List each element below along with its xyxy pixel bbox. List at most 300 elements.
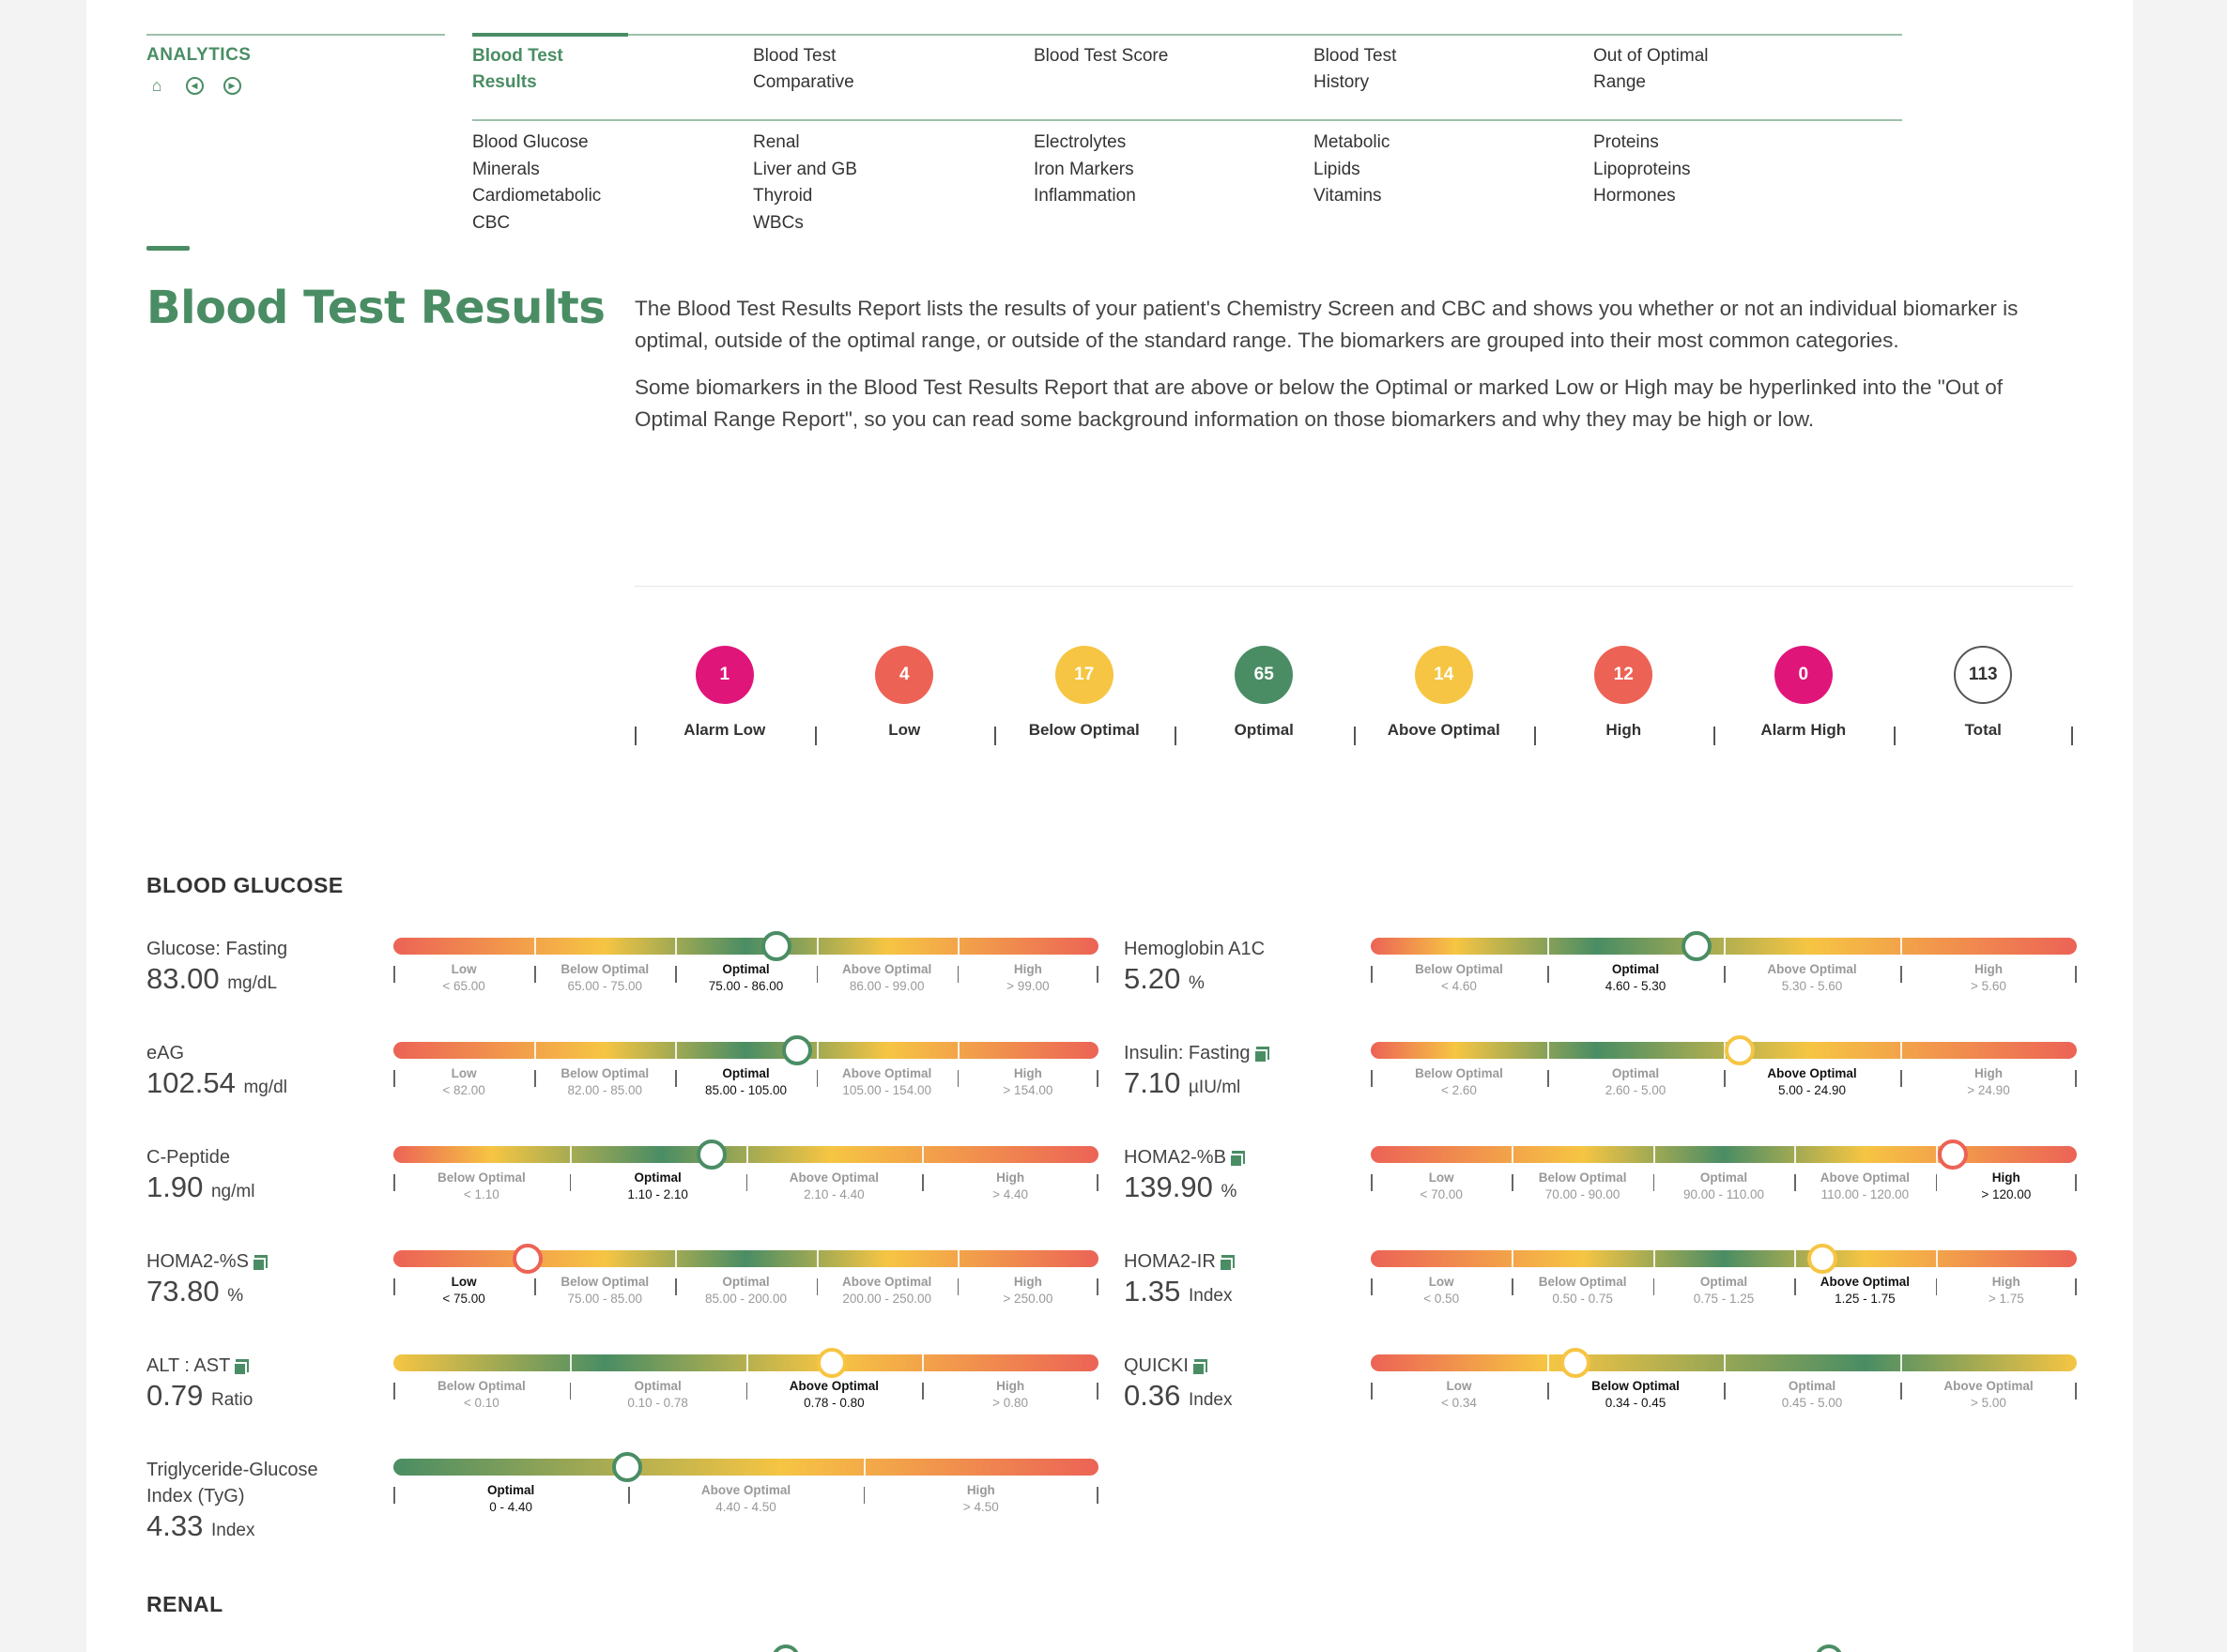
- range-divider: [1547, 938, 1549, 955]
- tab-0[interactable]: Blood Test Results: [472, 46, 563, 92]
- range-label: Optimal: [1699, 1170, 1748, 1185]
- range-values: < 82.00: [442, 1083, 485, 1097]
- title-accent-bar: [146, 246, 190, 251]
- range-values: 200.00 - 250.00: [842, 1292, 931, 1306]
- subcat-link[interactable]: Iron Markers: [1034, 159, 1134, 179]
- value-marker[interactable]: [761, 931, 791, 961]
- range-tick: [534, 966, 536, 983]
- biomarker-value: [146, 1509, 318, 1548]
- tab-3[interactable]: Blood Test History: [1313, 46, 1397, 92]
- range-label: Optimal: [722, 1066, 770, 1080]
- range-divider: [1724, 938, 1726, 955]
- external-link-icon[interactable]: [1221, 1255, 1235, 1268]
- range-tick: [1936, 1174, 1938, 1191]
- biomarker-value: [146, 1066, 287, 1105]
- range-cell: [1371, 1275, 1512, 1306]
- range-values: < 70.00: [1420, 1187, 1463, 1201]
- biomarker-name-text: Glucose: Fasting: [146, 939, 288, 959]
- range-divider: [1547, 1042, 1549, 1059]
- range-cell: [1512, 1170, 1652, 1201]
- range-label: Below Optimal: [561, 1275, 650, 1289]
- stat-alarm-high[interactable]: [1713, 646, 1894, 740]
- biomarker-name[interactable]: [1124, 1144, 1245, 1170]
- range-divider: [1547, 1354, 1549, 1371]
- range-cell: [393, 1379, 570, 1410]
- range-tick: [570, 1174, 572, 1191]
- range-bar: [1371, 1146, 2077, 1201]
- range-label: High: [1013, 1066, 1042, 1080]
- range-cell: [746, 1379, 923, 1410]
- biomarker-value-number: 102.54: [146, 1066, 236, 1099]
- value-marker[interactable]: [513, 1244, 543, 1274]
- range-tick: [1547, 966, 1549, 983]
- range-values: > 0.80: [992, 1396, 1029, 1410]
- range-divider: [1724, 1354, 1726, 1371]
- subcat-link[interactable]: CBC: [472, 212, 511, 233]
- intro-divider: [635, 586, 2073, 587]
- range-bar: [393, 938, 1098, 993]
- range-tick: [2075, 1278, 2077, 1295]
- range-cell: [1547, 1066, 1724, 1097]
- stat-label: Low: [888, 721, 921, 739]
- range-tick: [1794, 1174, 1796, 1191]
- range-values: 75.00 - 85.00: [567, 1292, 643, 1306]
- range-tick: [393, 1070, 395, 1087]
- range-tick: [817, 1070, 819, 1087]
- range-values: > 4.40: [992, 1187, 1029, 1201]
- range-values: < 1.10: [463, 1187, 499, 1201]
- range-label: Below Optimal: [561, 1066, 650, 1080]
- range-divider: [1653, 1250, 1655, 1267]
- stat-label: High: [1605, 721, 1642, 739]
- range-tick: [958, 966, 960, 983]
- range-label: Above Optimal: [789, 1379, 879, 1393]
- range-divider: [534, 1042, 536, 1059]
- biomarker-homa2-b: [1124, 1144, 1245, 1209]
- range-scale: [393, 1170, 1098, 1227]
- range-cell: [1724, 962, 1900, 993]
- external-link-icon[interactable]: [254, 1255, 268, 1268]
- range-label: Above Optimal: [1820, 1275, 1911, 1289]
- range-label: Above Optimal: [789, 1170, 879, 1185]
- value-marker[interactable]: [1725, 1035, 1755, 1065]
- subcat-link[interactable]: Electrolytes: [1034, 132, 1127, 152]
- nav-icons: [146, 75, 242, 96]
- range-tick: [534, 1070, 536, 1087]
- subcats-rule: [472, 119, 1902, 121]
- range-divider: [570, 1146, 572, 1163]
- range-values: 90.00 - 110.00: [1682, 1187, 1765, 1201]
- biomarker-hemoglobin-a1c: [1124, 936, 1265, 1001]
- range-cell: [922, 1379, 1098, 1410]
- range-tick: [1097, 1070, 1098, 1087]
- biomarker-value: [146, 1170, 254, 1209]
- stat-label: Above Optimal: [1387, 721, 1500, 739]
- range-cell: [864, 1483, 1098, 1514]
- biomarker-name: [146, 1040, 287, 1066]
- range-bar: [393, 1146, 1098, 1201]
- biomarker-name[interactable]: [1124, 1040, 1269, 1066]
- range-values: 4.60 - 5.30: [1605, 979, 1666, 993]
- subcat-link[interactable]: Renal: [753, 132, 800, 152]
- subcat-link[interactable]: WBCs: [753, 212, 804, 233]
- range-values: 86.00 - 99.00: [849, 979, 925, 993]
- range-label: Below Optimal: [1591, 1379, 1680, 1393]
- tab-1[interactable]: Blood Test Comparative: [753, 46, 854, 92]
- range-values: 1.25 - 1.75: [1835, 1292, 1896, 1306]
- range-label: Above Optimal: [1943, 1379, 2034, 1393]
- range-values: 0.78 - 0.80: [804, 1396, 865, 1410]
- range-cell: [534, 1066, 675, 1097]
- range-tick: [1900, 966, 1902, 983]
- biomarker-value: [146, 1379, 253, 1417]
- stat-separator: [1713, 727, 1715, 745]
- range-label: Below Optimal: [1415, 1066, 1503, 1080]
- biomarker-name: [146, 1144, 254, 1170]
- stat-separator: [2071, 727, 2073, 745]
- range-cell: [1900, 1379, 2077, 1410]
- range-tick: [1097, 1383, 1098, 1400]
- range-tick: [746, 1383, 748, 1400]
- range-tick: [2075, 1174, 2077, 1191]
- range-values: 110.00 - 120.00: [1820, 1187, 1910, 1201]
- range-label: Optimal: [634, 1170, 682, 1185]
- range-label: Below Optimal: [1415, 962, 1503, 976]
- range-bar: [1371, 1042, 2077, 1097]
- range-values: 1.10 - 2.10: [627, 1187, 688, 1201]
- biomarker-value-number: 0.79: [146, 1379, 204, 1412]
- stat-optimal[interactable]: [1175, 646, 1355, 740]
- value-marker[interactable]: [1807, 1244, 1837, 1274]
- range-label: Above Optimal: [1820, 1170, 1911, 1185]
- range-values: 5.30 - 5.60: [1781, 979, 1843, 993]
- range-tick: [1371, 1070, 1373, 1087]
- home-icon[interactable]: ⌂: [151, 75, 162, 95]
- active-tab-indicator: [472, 33, 628, 37]
- range-tick: [1900, 1070, 1902, 1087]
- biomarker-name-text: Triglyceride-Glucose Index (TyG): [146, 1460, 318, 1507]
- stat-count-badge: 12: [1594, 646, 1652, 704]
- range-divider: [1936, 1250, 1938, 1267]
- range-tick: [1512, 1278, 1513, 1295]
- range-values: 85.00 - 105.00: [704, 1083, 788, 1097]
- stat-count-badge: 17: [1055, 646, 1114, 704]
- range-tick: [1097, 1174, 1098, 1191]
- range-bar: [393, 1042, 1098, 1097]
- tab-2[interactable]: Blood Test Score: [1034, 46, 1169, 66]
- external-link-icon[interactable]: [1232, 1151, 1245, 1164]
- stat-separator: [1354, 727, 1356, 745]
- range-tick: [1371, 1174, 1373, 1191]
- biomarker-value-number: 7.10: [1124, 1066, 1181, 1099]
- stat-count-badge: 14: [1415, 646, 1473, 704]
- range-label: Optimal: [1611, 962, 1660, 976]
- biomarker-homa2-s: [146, 1248, 268, 1313]
- subcat-link[interactable]: Liver and GB: [753, 159, 857, 179]
- stat-above-optimal[interactable]: [1354, 646, 1534, 740]
- range-label: High: [1974, 1066, 2003, 1080]
- biomarker-name: [1124, 936, 1265, 962]
- range-divider: [958, 1042, 960, 1059]
- external-link-icon[interactable]: [1256, 1047, 1269, 1060]
- biomarker-value-number: 1.35: [1124, 1275, 1181, 1308]
- range-divider: [1794, 1146, 1796, 1163]
- subcat-link[interactable]: Metabolic: [1313, 132, 1390, 152]
- range-scale: [393, 1066, 1098, 1123]
- range-tick: [864, 1487, 866, 1504]
- range-label: Low: [451, 1066, 477, 1080]
- stat-below-optimal[interactable]: [994, 646, 1175, 740]
- range-divider: [1900, 938, 1902, 955]
- range-label: Above Optimal: [1767, 1066, 1857, 1080]
- range-tick: [393, 1278, 395, 1295]
- range-scale: [1371, 1170, 2077, 1227]
- subcat-link[interactable]: Vitamins: [1313, 186, 1382, 206]
- range-values: > 5.00: [1971, 1396, 2006, 1410]
- stat-low[interactable]: [815, 646, 995, 740]
- biomarker-value-number: 139.90: [1124, 1170, 1213, 1203]
- range-cell: [958, 962, 1098, 993]
- range-tick: [1724, 1383, 1726, 1400]
- range-cell: [1371, 1170, 1512, 1201]
- range-cell: [958, 1066, 1098, 1097]
- range-values: 4.40 - 4.50: [715, 1500, 776, 1514]
- range-tick: [534, 1278, 536, 1295]
- range-cell: [817, 1275, 958, 1306]
- intro-paragraph-1: The Blood Test Results Report lists the results of your patient's Chemistry Screen and CBC and shows you whether or not an individual biomarker is optimal, outside of the optimal range, or outside of the standard range. The biomarkers are grouped into their most common categories.: [635, 297, 2019, 352]
- subcat-link[interactable]: Thyroid: [753, 186, 813, 206]
- stat-separator: [1894, 727, 1896, 745]
- range-divider: [1653, 1146, 1655, 1163]
- biomarker-unit: Ratio: [210, 1390, 253, 1410]
- range-label: Low: [1446, 1379, 1472, 1393]
- range-cell: [1547, 1379, 1724, 1410]
- range-values: < 0.50: [1423, 1292, 1460, 1306]
- stat-label: Total: [1964, 721, 2002, 739]
- biomarker-unit: Index: [210, 1521, 255, 1540]
- subcat-link[interactable]: Hormones: [1593, 186, 1676, 206]
- value-marker[interactable]: [612, 1452, 642, 1482]
- stat-total[interactable]: [1894, 646, 2074, 740]
- subcat-link[interactable]: Cardiometabolic: [472, 186, 602, 206]
- stat-label: Alarm Low: [683, 721, 766, 739]
- range-label: Low: [451, 962, 477, 976]
- range-cell: [534, 1275, 675, 1306]
- range-cell: [393, 1483, 628, 1514]
- report-page: [86, 0, 2133, 1652]
- value-marker[interactable]: [1682, 931, 1712, 961]
- forward-icon[interactable]: ▶: [222, 75, 242, 96]
- subcat-column: [1313, 130, 1558, 210]
- range-cell: [1724, 1066, 1900, 1097]
- renal-knob-partial-right: [1815, 1644, 1843, 1652]
- stat-count-badge: 4: [875, 646, 933, 704]
- subcat-link[interactable]: Blood Glucose: [472, 132, 589, 152]
- range-tick: [393, 1487, 395, 1504]
- subcat-link[interactable]: Proteins: [1593, 132, 1659, 152]
- range-tick: [958, 1070, 960, 1087]
- biomarker-name-text: HOMA2-IR: [1124, 1251, 1216, 1272]
- range-values: > 24.90: [1967, 1083, 2010, 1097]
- range-tick: [393, 966, 395, 983]
- analytics-label: ANALYTICS: [146, 45, 252, 65]
- value-marker[interactable]: [817, 1348, 847, 1378]
- range-label: Above Optimal: [700, 1483, 791, 1497]
- range-cell: [393, 1170, 570, 1201]
- biomarker-c-peptide: [146, 1144, 254, 1209]
- range-bar: [1371, 1250, 2077, 1306]
- range-scale: [393, 1483, 1098, 1539]
- range-label: Above Optimal: [1767, 962, 1857, 976]
- range-label: Above Optimal: [842, 1275, 932, 1289]
- range-cell: [1547, 962, 1724, 993]
- range-divider: [534, 938, 536, 955]
- range-cell: [958, 1275, 1098, 1306]
- biomarker-name-text: eAG: [146, 1043, 185, 1063]
- biomarker-value: [146, 1275, 268, 1313]
- range-divider: [817, 1250, 819, 1267]
- stat-label: Below Optimal: [1028, 721, 1140, 739]
- range-label: Low: [451, 1275, 477, 1289]
- biomarker-unit: mg/dL: [227, 973, 278, 993]
- range-tick: [1724, 1070, 1726, 1087]
- value-marker[interactable]: [1938, 1140, 1968, 1170]
- range-label: Below Optimal: [437, 1379, 526, 1393]
- value-marker[interactable]: [782, 1035, 812, 1065]
- biomarker-alt-ast: [146, 1353, 253, 1417]
- stat-count-badge: 113: [1954, 646, 2012, 704]
- range-tick: [922, 1174, 924, 1191]
- stat-separator: [815, 727, 817, 745]
- range-scale: [1371, 1275, 2077, 1331]
- biomarker-name[interactable]: [1124, 1353, 1232, 1379]
- range-tick: [1653, 1278, 1655, 1295]
- biomarker-name[interactable]: [146, 1353, 253, 1379]
- range-tick: [1900, 1383, 1902, 1400]
- renal-knob-partial: [772, 1644, 800, 1652]
- stat-label: Alarm High: [1760, 721, 1847, 739]
- stat-label: Optimal: [1234, 721, 1294, 739]
- biomarker-value: [1124, 1170, 1245, 1209]
- subcat-link[interactable]: Lipoproteins: [1593, 159, 1691, 179]
- section-title-renal: RENAL: [146, 1592, 223, 1616]
- range-values: < 2.60: [1441, 1083, 1477, 1097]
- range-cell: [675, 1275, 816, 1306]
- range-tick: [1097, 966, 1098, 983]
- biomarker-value: [1124, 1275, 1235, 1313]
- range-cell: [922, 1170, 1098, 1201]
- subcat-link[interactable]: Minerals: [472, 159, 540, 179]
- range-values: 0.75 - 1.25: [1693, 1292, 1755, 1306]
- range-cell: [1371, 1379, 1547, 1410]
- range-tick: [675, 1278, 677, 1295]
- range-values: > 99.00: [1006, 979, 1050, 993]
- range-divider: [675, 1042, 677, 1059]
- section-title-blood-glucose: BLOOD GLUCOSE: [146, 873, 344, 897]
- range-scale: [393, 1379, 1098, 1435]
- range-divider: [817, 938, 819, 955]
- range-label: Above Optimal: [842, 962, 932, 976]
- range-scale: [1371, 1066, 2077, 1123]
- range-values: > 250.00: [1003, 1292, 1053, 1306]
- biomarker-name[interactable]: [146, 1248, 268, 1275]
- range-values: < 4.60: [1441, 979, 1477, 993]
- range-cell: [1653, 1170, 1794, 1201]
- range-values: 75.00 - 86.00: [708, 979, 784, 993]
- range-divider: [817, 1042, 819, 1059]
- range-divider: [570, 1354, 572, 1371]
- range-values: < 0.34: [1441, 1396, 1477, 1410]
- range-label: High: [996, 1379, 1025, 1393]
- range-values: 82.00 - 85.00: [567, 1083, 643, 1097]
- range-values: < 75.00: [442, 1292, 485, 1306]
- external-link-icon[interactable]: [1194, 1359, 1207, 1372]
- range-tick: [1371, 966, 1373, 983]
- range-scale: [1371, 962, 2077, 1018]
- range-divider: [1900, 1354, 1902, 1371]
- subcat-column: [472, 130, 716, 237]
- range-cell: [628, 1483, 863, 1514]
- range-cell: [1900, 1066, 2077, 1097]
- range-tick: [2075, 966, 2077, 983]
- range-tick: [1724, 966, 1726, 983]
- biomarker-name-text: HOMA2-%B: [1124, 1147, 1226, 1168]
- intro-text: [635, 293, 2081, 451]
- range-tick: [1547, 1070, 1549, 1087]
- range-label: Optimal: [487, 1483, 535, 1497]
- range-cell: [570, 1379, 746, 1410]
- range-divider: [675, 1250, 677, 1267]
- range-label: Below Optimal: [561, 962, 650, 976]
- range-divider: [922, 1146, 924, 1163]
- value-marker[interactable]: [1560, 1348, 1590, 1378]
- subcat-link[interactable]: Inflammation: [1034, 186, 1136, 206]
- tabs-rule: [472, 34, 1902, 36]
- biomarker-unit: %: [1188, 973, 1205, 993]
- biomarker-value: [1124, 1066, 1269, 1105]
- biomarker-name[interactable]: [1124, 1248, 1235, 1275]
- biomarker-unit: ng/ml: [210, 1182, 255, 1201]
- external-link-icon[interactable]: [236, 1359, 249, 1372]
- range-divider: [1512, 1146, 1513, 1163]
- range-label: High: [1013, 1275, 1042, 1289]
- range-cell: [675, 1066, 816, 1097]
- value-marker[interactable]: [697, 1140, 727, 1170]
- stat-alarm-low[interactable]: [635, 646, 815, 740]
- range-cell: [1794, 1170, 1935, 1201]
- subcat-link[interactable]: Lipids: [1313, 159, 1360, 179]
- tab-4[interactable]: Out of Optimal Range: [1593, 46, 1709, 92]
- range-divider: [746, 1354, 748, 1371]
- stat-high[interactable]: [1534, 646, 1714, 740]
- biomarker-value-number: 83.00: [146, 962, 220, 995]
- biomarker-glucose-fasting: [146, 936, 287, 1001]
- range-scale: [1371, 1379, 2077, 1435]
- range-divider: [958, 938, 960, 955]
- range-tick: [922, 1383, 924, 1400]
- range-bar: [1371, 938, 2077, 993]
- range-values: 105.00 - 154.00: [842, 1083, 931, 1097]
- range-tick: [675, 1070, 677, 1087]
- range-tick: [1371, 1278, 1373, 1295]
- subcat-column: [1593, 130, 1837, 210]
- stat-separator: [994, 727, 996, 745]
- back-icon[interactable]: ◀: [184, 75, 205, 96]
- stat-count-badge: 0: [1774, 646, 1833, 704]
- biomarker-value-number: 1.90: [146, 1170, 204, 1203]
- range-cell: [675, 962, 816, 993]
- range-values: < 65.00: [442, 979, 485, 993]
